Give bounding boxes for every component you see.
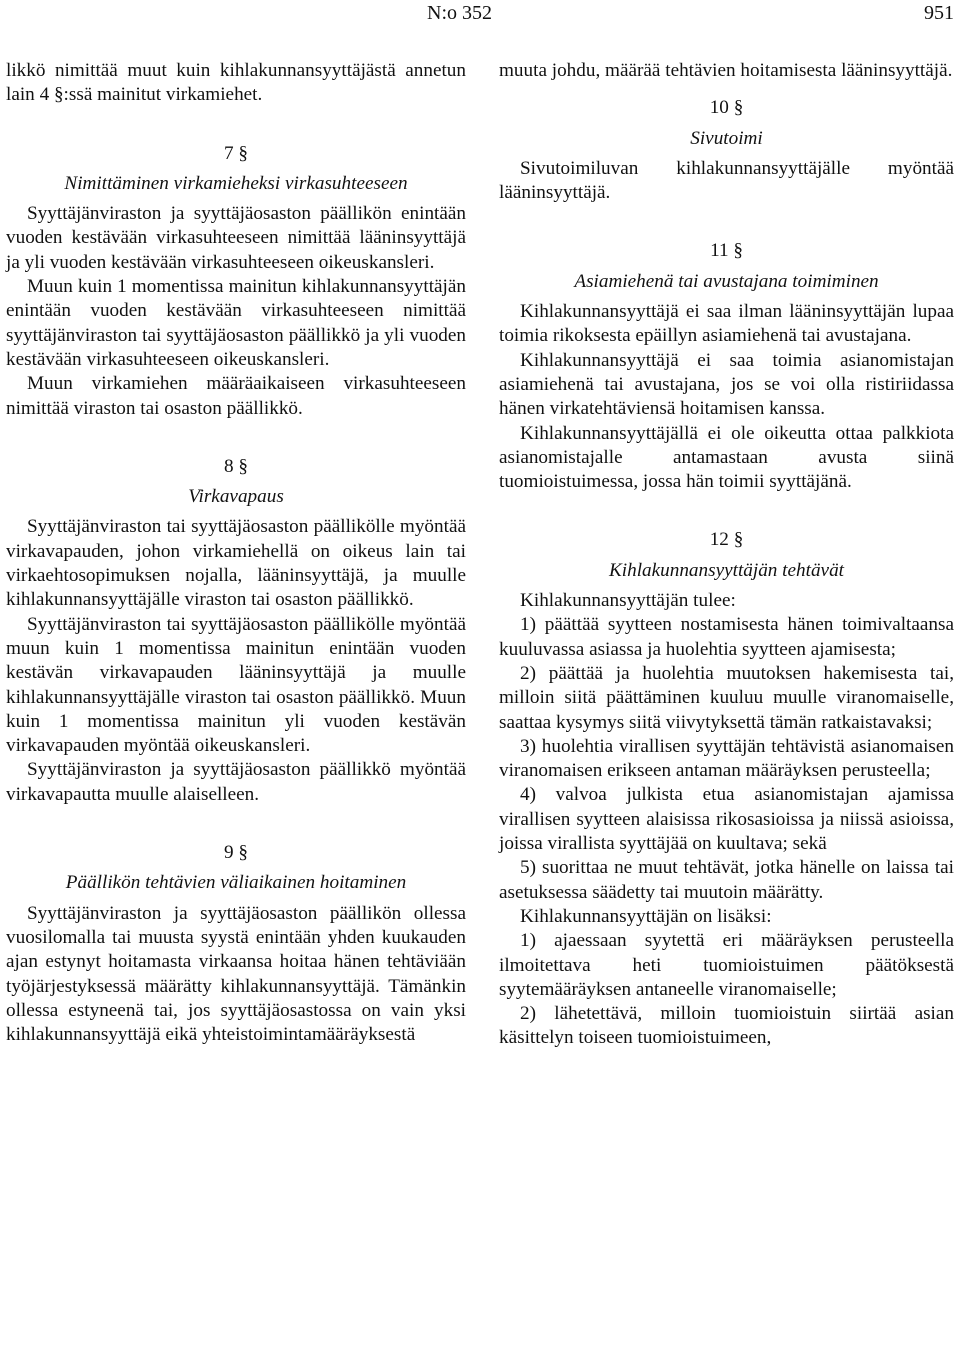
- paragraph: Kihlakunnansyyttäjällä ei ole oikeutta ottaa palkkiota asianomistajalle antamastaan avusta siinä tuomioistuimessa, jossa hän toimii syyttäjänä.: [499, 422, 954, 493]
- section-number: 9 §: [224, 842, 248, 864]
- right-column: [499, 59, 954, 1051]
- paragraph: Kihlakunnansyyttäjä ei saa toimia asianomistajan asiamiehenä tai avustajana, jos se voi olla ristiriidassa hänen virkatehtäviensä hoitamisen kanssa.: [499, 349, 954, 420]
- paragraph: Syyttäjänviraston ja syyttäjäosaston päällikön ollessa vuosilomalla tai muusta syystä enintään yhden kuukauden ajan estynyt hoitamasta virkaansa hoitaa hänen tehtäviään työjärjestyksessä määrätty kihlakunnansyyttäjä. Tämänkin ollessa estyneenä tai, jos syyttäjäosastossa on vain yksi kihlakunnansyyttäjä eikä yhteistoimintamääräyksestä: [6, 902, 466, 1046]
- paragraph: Muun kuin 1 momentissa mainitun kihlakunnansyyttäjän enintään vuoden kestävään virkasuhteeseen nimittää syyttäjänviraston tai syyttäjäosaston päällikkö ja yli vuoden kestävään virkasuhteeseen oikeuskansleri.: [6, 276, 466, 370]
- paragraph: Kihlakunnansyyttäjän tulee:: [520, 590, 736, 612]
- section-title: Nimittäminen virkamieheksi virkasuhteeseen: [64, 172, 408, 194]
- list-item: 5) suorittaa ne muut tehtävät, jotka hänelle on laissa tai asetuksessa säädetty tai muutoin määrätty.: [499, 857, 954, 903]
- paragraph: likkö nimittää muut kuin kihlakunnansyyttäjästä annetun lain 4 §:ssä mainitut virkamiehet.: [6, 60, 466, 106]
- paragraph: Kihlakunnansyyttäjän on lisäksi:: [520, 905, 772, 927]
- list-item: 2) päättää ja huolehtia muutoksen hakemisesta tai, milloin siitä päättäminen kuuluu muulle viranomaiselle, saattaa kysymys siitä viivytyksettä tämän ratkaistavaksi;: [499, 662, 954, 733]
- page-header: [0, 2, 960, 28]
- section-number: 11 §: [710, 240, 743, 262]
- paragraph: Syyttäjänviraston ja syyttäjäosaston päällikkö myöntää virkavapautta muulle alaiselleen.: [6, 759, 466, 805]
- paragraph: Sivutoimiluvan kihlakunnansyyttäjälle myöntää lääninsyyttäjä.: [499, 157, 954, 204]
- list-item: 1) ajaessaan syytettä eri määräyksen perusteella ilmoitettava heti tuomioistuimen päätöksestä syytemääräyksen antaneelle viranomaiselle;: [499, 930, 954, 1000]
- list-item: 4) valvoa julkista etua asianomistajan ajamissa virallisen syytteen alaisissa rikosasioissa ja niissä asioissa, joissa virallista syyttäjää on kuultava; sekä: [499, 784, 954, 855]
- paragraph: Syyttäjänviraston tai syyttäjäosaston päällikölle myöntää virkavapauden, johon virkamiehellä on oikeus lain tai virkaehtosopimuksen nojalla, lääninsyyttäjä, ja muulle kihlakunnansyyttäjälle viraston tai osaston päällikkö.: [6, 516, 466, 611]
- paragraph: Kihlakunnansyyttäjä ei saa ilman lääninsyyttäjän lupaa toimia rikoksesta epäillyn asiamiehenä tai avustajana.: [499, 301, 954, 347]
- list-item: 1) päättää syytteen nostamisesta hänen toimivaltaansa kuuluvassa asiassa ja huolehtia syytteen ajamisesta;: [499, 614, 954, 660]
- section-title: Sivutoimi: [690, 127, 763, 149]
- paragraph: Muun virkamiehen määräaikaiseen virkasuhteeseen nimittää viraston tai osaston päällikkö.: [6, 373, 466, 419]
- paragraph: Syyttäjänviraston ja syyttäjäosaston päällikön enintään vuoden kestävään virkasuhteeseen nimittää lääninsyyttäjä ja yli vuoden kestävään virkasuhteeseen oikeuskansleri.: [6, 203, 466, 273]
- section-number: 10 §: [709, 97, 744, 119]
- section-title: Asiamiehenä tai avustajana toimiminen: [574, 270, 879, 292]
- list-item: 3) huolehtia virallisen syyttäjän tehtävistä asianomaisen viranomaisen erikseen antaman määräyksen perusteella;: [499, 735, 954, 782]
- section-title: Kihlakunnansyyttäjän tehtävät: [608, 559, 844, 581]
- issue-number: N:o 352: [427, 2, 492, 24]
- paragraph: Syyttäjänviraston tai syyttäjäosaston päällikölle myöntää muun kuin 1 momentissa mainitun enintään vuoden kestävän virkavapauden lääninsyyttäjä ja muulle kihlakunnansyyttäjälle viraston tai osaston päällikkö. Muun kuin 1 momentissa mainitun yli vuoden kestävän virkavapauden myöntää oikeuskansleri.: [6, 613, 466, 757]
- section-number: 7 §: [224, 142, 248, 164]
- paragraph: muuta johdu, määrää tehtävien hoitamisesta lääninsyyttäjä.: [499, 60, 953, 81]
- section-title: Virkavapaus: [188, 486, 284, 508]
- section-title: Päällikön tehtävien väliaikainen hoitaminen: [65, 872, 407, 894]
- section-number: 8 §: [224, 455, 248, 477]
- page-number: 951: [924, 2, 954, 24]
- left-column: [6, 59, 466, 1047]
- section-number: 12 §: [709, 529, 744, 551]
- list-item: 2) lähetettävä, milloin tuomioistuin siirtää asian käsittelyn toiseen tuomioistuimeen,: [499, 1003, 954, 1049]
